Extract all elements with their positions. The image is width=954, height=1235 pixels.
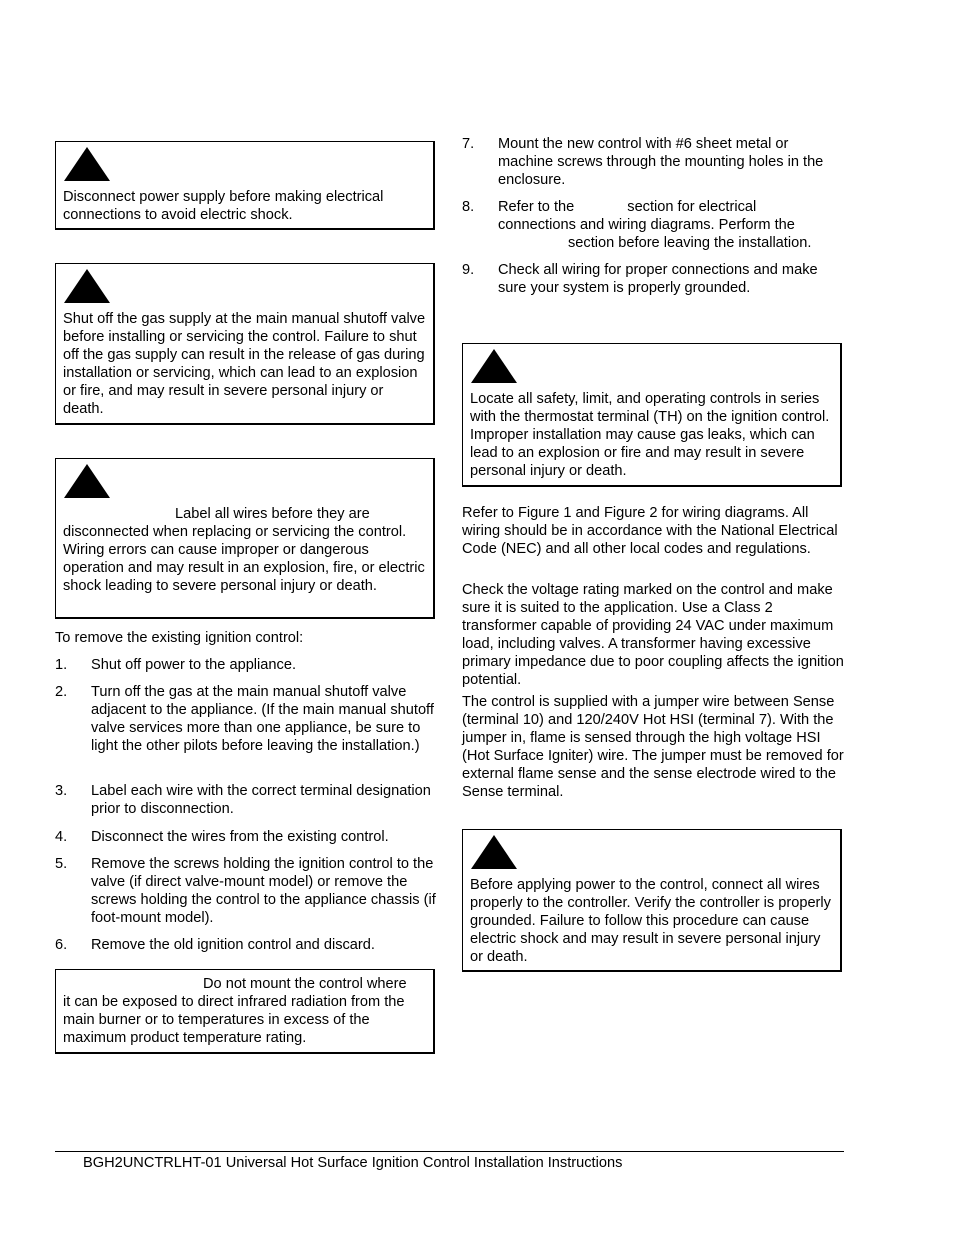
warning-text: Shut off the gas supply at the main manual shutoff valve before installing or servicing the control. Failure to shut off the gas supply can result in the release of gas during installation or servicing, which can lead to an explosion or fire, and may result in severe personal injury or death.: [63, 311, 426, 417]
removal-intro: To remove the existing ignition control:: [55, 630, 304, 646]
warning-triangle-icon: [471, 835, 517, 869]
voltage-paragraph: Check the voltage rating marked on the control and make sure it is suited to the application. Use a Class 2 transformer capable of providing 24 VAC under maximum load, including valves. A transformer having excessive primary impedance due to poor coupling affects the ignition potential.: [462, 582, 844, 688]
warning-text: Disconnect power supply before making electrical connections to avoid electric shock.: [63, 189, 384, 223]
warning-box-gas: [55, 263, 435, 425]
warning-triangle-icon: [64, 147, 110, 181]
warning-text: Locate all safety, limit, and operating controls in series with the thermostat terminal (TH) on the ignition control. Improper installation may cause gas leaks, which can lead to an explosion or fire and may result in severe personal injury or death.: [470, 391, 830, 479]
warning-text: disconnected when replacing or servicing the control. Wiring errors can cause improper or dangerous operation and may result in an explosion, fire, or electric shock leading to severe personal injury or death.: [63, 524, 425, 594]
footer-divider: [55, 1151, 844, 1152]
wiring-paragraph: Refer to Figure 1 and Figure 2 for wiring diagrams. All wiring should be in accordance with the National Electrical Code (NEC) and all other local codes and regulations.: [462, 505, 838, 557]
caution-text-line1: Do not mount the control where: [203, 976, 407, 992]
warning-text-line1: Label all wires before they are: [175, 506, 370, 522]
warning-box-wiring: [55, 458, 435, 619]
warning-box-controls: [462, 343, 842, 487]
warning-text: Before applying power to the control, connect all wires properly to the controller. Verify the controller is properly grounded. Failure to follow this procedure can cause electric shock and may result in severe personal injury or death.: [470, 877, 831, 965]
caution-box-mounting: [55, 969, 435, 1054]
warning-triangle-icon: [471, 349, 517, 383]
warning-triangle-icon: [64, 464, 110, 498]
warning-box-electric: [55, 141, 435, 230]
footer-title: BGH2UNCTRLHT-01 Universal Hot Surface Ignition Control Installation Instructions: [83, 1155, 623, 1171]
warning-triangle-icon: [64, 269, 110, 303]
caution-text: it can be exposed to direct infrared radiation from the main burner or to temperatures in excess of the maximum product temperature rating.: [63, 994, 405, 1046]
jumper-paragraph: The control is supplied with a jumper wire between Sense (terminal 10) and 120/240V Hot HSI (terminal 7). With the jumper in, flame is sensed through the high voltage HSI (Hot Surface Igniter) wire. The jumper must be removed for external flame sense and the sense electrode wired to the Sense terminal.: [462, 694, 844, 800]
warning-box-power: [462, 829, 842, 972]
